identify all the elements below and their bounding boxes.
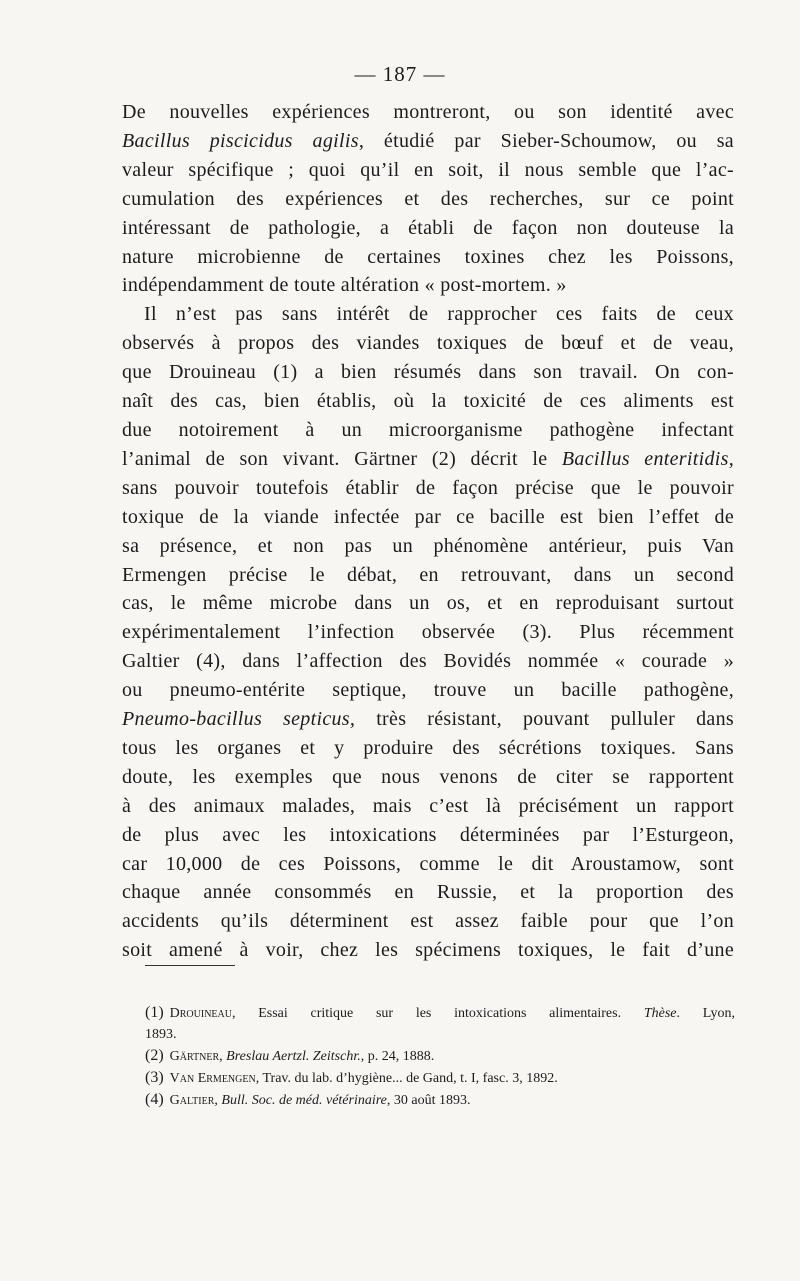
text-run: que Drouineau (1) a bien résumés dans son travail. On con- bbox=[122, 361, 734, 384]
text-line bbox=[122, 156, 734, 185]
footnote-number: (4) bbox=[145, 1091, 164, 1108]
text-line bbox=[122, 705, 734, 734]
text-line bbox=[122, 676, 734, 705]
text-run: sans pouvoir toutefois établir de façon précise que le pouvoir bbox=[122, 476, 734, 499]
text-run: , Essai critique sur les intoxications alimentaires. bbox=[231, 1006, 644, 1021]
text-run: , Trav. du lab. d’hygiène... de Gand, t. I, fasc. 3, 1892. bbox=[255, 1071, 558, 1086]
text-run: ou pneumo-entérite septique, trouve un bacille pathogène, bbox=[122, 679, 734, 702]
text-run: , p. 24, 1888. bbox=[360, 1049, 435, 1064]
text-line bbox=[122, 734, 734, 763]
italic-text: Bacillus piscicidus agilis bbox=[122, 129, 359, 152]
text-run: , étudié par Sieber-Schoumow, ou sa bbox=[358, 129, 734, 152]
text-line bbox=[122, 329, 734, 358]
author-name: Drouineau bbox=[169, 1006, 232, 1021]
text-line bbox=[122, 589, 734, 618]
footnote-number: (3) bbox=[145, 1069, 164, 1086]
footnote-number: (2) bbox=[145, 1047, 164, 1064]
text-run: expérimentalement l’infection observée (3). Plus récemment bbox=[122, 621, 734, 644]
author-name: Galtier bbox=[169, 1093, 215, 1108]
text-run: intéressant de pathologie, a établi de façon non douteuse la bbox=[122, 216, 734, 239]
text-line bbox=[122, 214, 734, 243]
text-run: cas, le même microbe dans un os, et en reproduisant surtout bbox=[122, 592, 734, 615]
footnote-rule bbox=[145, 965, 235, 966]
text-line bbox=[122, 936, 734, 965]
text-line bbox=[122, 647, 734, 676]
text-run: Ermengen précise le débat, en retrouvant, dans un second bbox=[122, 563, 734, 586]
text-run: , bbox=[219, 1049, 227, 1064]
text-run: chaque année consommés en Russie, et la proportion des bbox=[122, 881, 734, 904]
text-run: observés à propos des viandes toxiques de bœuf et de veau, bbox=[122, 332, 734, 355]
text-run: . Lyon, bbox=[676, 1006, 735, 1021]
author-name: Gärtner bbox=[169, 1049, 220, 1064]
text-run: soit amené à voir, chez les spécimens toxiques, le fait d’une bbox=[122, 939, 734, 962]
text-line bbox=[122, 445, 734, 474]
text-line bbox=[122, 618, 734, 647]
text-line bbox=[122, 474, 734, 503]
text-line bbox=[122, 532, 734, 561]
text-run: car 10,000 de ces Poissons, comme le dit Aroustamow, sont bbox=[122, 852, 734, 875]
text-run: l’animal de son vivant. Gärtner (2) décrit le bbox=[122, 447, 562, 470]
text-run: 1893. bbox=[145, 1027, 177, 1042]
text-line bbox=[122, 821, 734, 850]
text-line bbox=[122, 387, 734, 416]
text-line bbox=[122, 243, 734, 272]
footnote bbox=[145, 1002, 735, 1024]
text-run: valeur spécifique ; quoi qu’il en soit, il nous semble que l’ac- bbox=[122, 158, 734, 181]
page-number: — 187 — bbox=[354, 62, 446, 86]
text-line bbox=[122, 358, 734, 387]
footnotes bbox=[145, 1002, 735, 1111]
footnote bbox=[145, 1024, 735, 1045]
footnote bbox=[145, 1067, 735, 1089]
text-line bbox=[122, 763, 734, 792]
text-run: , bbox=[214, 1093, 222, 1108]
footnote bbox=[145, 1089, 735, 1111]
text-run: , 30 août 1893. bbox=[386, 1093, 471, 1108]
italic-text: Bacillus enteritidis, bbox=[561, 447, 735, 470]
text-line bbox=[122, 561, 734, 590]
footnote bbox=[145, 1045, 735, 1067]
text-run: accidents qu’ils déterminent est assez faible pour que l’on bbox=[122, 910, 734, 933]
text-run: nature microbienne de certaines toxines chez les Poissons, bbox=[122, 245, 734, 268]
text-run: due notoirement à un microorganisme pathogène infectant bbox=[122, 418, 734, 441]
text-run: Galtier (4), dans l’affection des Bovidés nommée « courade » bbox=[122, 650, 734, 673]
text-line bbox=[122, 98, 734, 127]
text-run: toxique de la viande infectée par ce bacille est bien l’effet de bbox=[122, 505, 734, 528]
text-run: naît des cas, bien établis, où la toxicité de ces aliments est bbox=[122, 390, 734, 413]
italic-text: Breslau Aertzl. Zeitschr. bbox=[226, 1049, 361, 1064]
text-run: tous les organes et y produire des sécrétions toxiques. Sans bbox=[122, 736, 734, 759]
text-line bbox=[122, 185, 734, 214]
text-run: à des animaux malades, mais c’est là précisément un rapport bbox=[122, 794, 734, 817]
text-run: indépendamment de toute altération « post-mortem. » bbox=[122, 274, 567, 297]
text-run: Il n’est pas sans intérêt de rapprocher ces faits de ceux bbox=[144, 303, 734, 326]
text-line bbox=[122, 878, 734, 907]
text-run: cumulation des expériences et des recherches, sur ce point bbox=[122, 187, 734, 210]
author-name: Van Ermengen bbox=[169, 1071, 256, 1086]
text-run: De nouvelles expériences montreront, ou son identité avec bbox=[122, 101, 734, 123]
italic-text: Pneumo-bacillus septicus, bbox=[122, 708, 356, 731]
text-run: très résistant, pouvant pulluler dans bbox=[355, 708, 734, 731]
footnote-number: (1) bbox=[145, 1004, 164, 1021]
text-run: doute, les exemples que nous venons de citer se rapportent bbox=[122, 765, 734, 788]
text-line bbox=[122, 792, 734, 821]
text-line bbox=[122, 127, 734, 156]
text-line bbox=[122, 907, 734, 936]
text-line bbox=[122, 503, 734, 532]
body-text bbox=[122, 98, 734, 965]
text-line bbox=[122, 850, 734, 879]
text-line bbox=[122, 300, 734, 329]
italic-text: Bull. Soc. de méd. vétérinaire bbox=[221, 1093, 387, 1108]
text-line bbox=[122, 271, 734, 300]
text-run: de plus avec les intoxications déterminées par l’Esturgeon, bbox=[122, 823, 734, 846]
text-line bbox=[122, 416, 734, 445]
text-run: sa présence, et non pas un phénomène antérieur, puis Van bbox=[122, 534, 734, 557]
italic-text: Thèse bbox=[643, 1006, 677, 1021]
